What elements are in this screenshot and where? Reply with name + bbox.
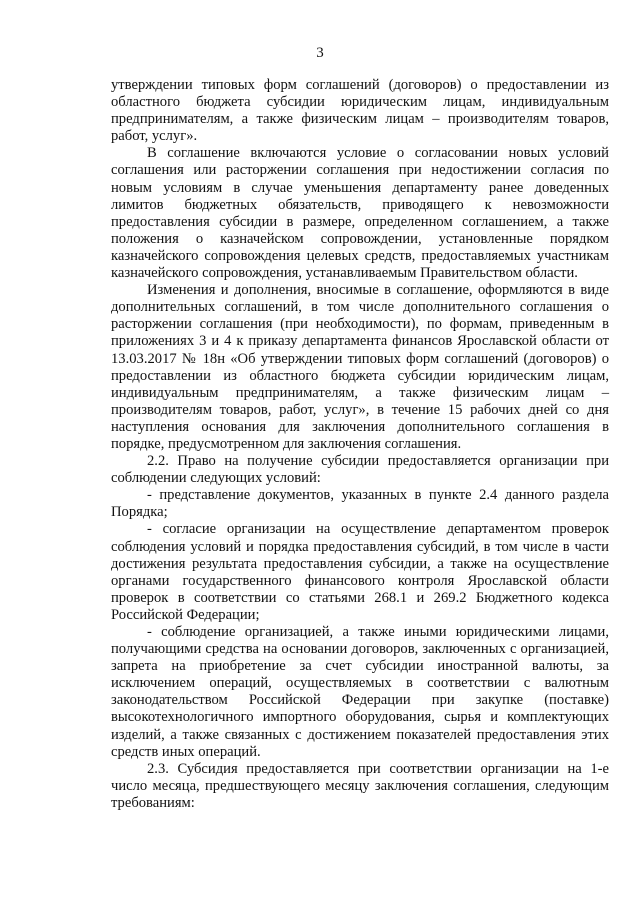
paragraph-condition-currency-ban: - соблюдение организацией, а также иными юридическими лицами, получающими средства на основании договоров, заключенных с организацией, запрета на приобретение за счет субсидии иностранной валюты, за исключением операций, осуществляемых в соответствии с валютным законодательством Российской Федерации при закупке (поставке) высокотехнологичного импортного оборудования, сырья и комплектующих изделий, а также связанных с достижением показателей предоставления этих средств иных операций. [111, 624, 609, 760]
paragraph-condition-audit-consent: - согласие организации на осуществление департаментом проверок соблюдения условий и порядка предоставления субсидий, в том числе в части достижения результата предоставления субсидии, а также на осуществление органами государственного финансового контроля Ярославской области проверок в соответствии со статьями 268.1 и 269.2 Бюджетного кодекса Российской Федерации; [111, 521, 609, 623]
paragraph-agreement-amendments: Изменения и дополнения, вносимые в соглашение, оформляются в виде дополнительных соглашений, в том числе дополнительного соглашения о расторжении соглашения (при необходимости), по формам, приведенным в приложениях 3 и 4 к приказу департамента финансов Ярославской области от 13.03.2017 № 18н «Об утверждении типовых форм соглашений (договоров) о предоставлении из областного бюджета субсидии юридическим лицам, индивидуальным предпринимателям, а также физическим лицам – производителям товаров, работ, услуг», в течение 15 рабочих дней со дня наступления основания для заключения дополнительного соглашения в порядке, предусмотренном для заключения соглашения. [111, 282, 609, 452]
page-number: 3 [316, 45, 324, 61]
paragraph-condition-documents: - представление документов, указанных в пункте 2.4 данного раздела Порядка; [111, 487, 609, 521]
paragraph-agreement-conditions: В соглашение включаются условие о согласовании новых условий соглашения или расторжении соглашения при недостижении согласия по новым условиям в случае уменьшения департаменту ранее доведенных лимитов бюджетных обязательств, приводящего к невозможности предоставления субсидии в размере, определенном соглашением, а также положения о казначейском сопровождении, установленные порядком казначейского сопровождения целевых средств, предоставляемых участникам казначейского сопровождения, устанавливаемым Правительством области. [111, 145, 609, 282]
document-body [111, 77, 609, 812]
paragraph-clause-2-3: 2.3. Субсидия предоставляется при соответствии организации на 1-е число месяца, предшествующего месяцу заключения соглашения, следующим требованиям: [111, 760, 609, 811]
paragraph-continuation: утверждении типовых форм соглашений (договоров) о предоставлении из областного бюджета субсидии юридическим лицам, индивидуальным предпринимателям, а также физическим лицам – производителям товаров, работ, услуг». [111, 77, 609, 145]
paragraph-clause-2-2: 2.2. Право на получение субсидии предоставляется организации при соблюдении следующих условий: [111, 453, 609, 487]
